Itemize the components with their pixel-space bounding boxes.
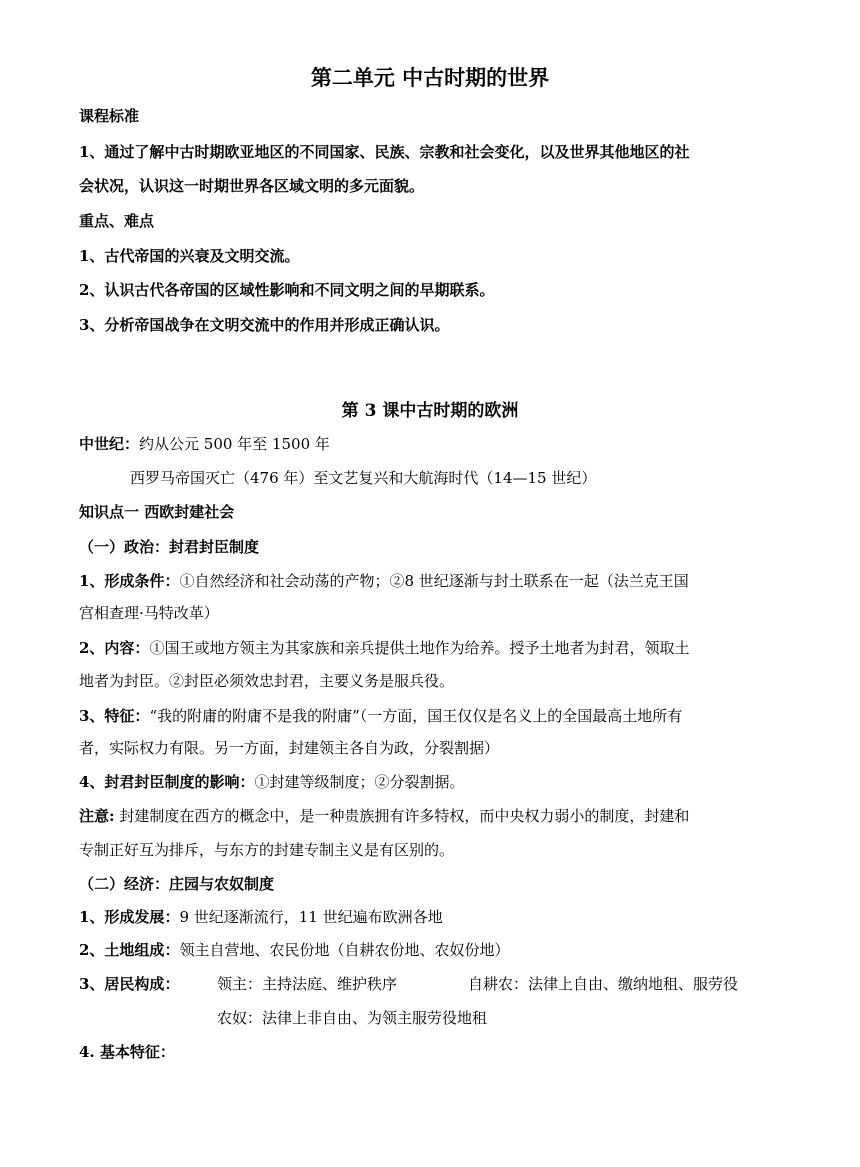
- politics-item-1-label: 1、形成条件：: [79, 572, 180, 590]
- politics-item-3-label: 3、特征：: [79, 707, 150, 725]
- economy-item-1: [79, 906, 785, 928]
- focus-item-3: 3、分析帝国战争在文明交流中的作用并形成正确认识。: [79, 316, 450, 334]
- focus-heading: 重点、难点: [79, 212, 155, 230]
- economy-item-2-text: 领主自营地、农民份地（自耕农份地、农奴份地）: [179, 941, 510, 959]
- politics-item-2-text: ①国王或地方领主为其家族和亲兵提供土地作为给养。授予土地者为封君，领取土: [149, 639, 690, 657]
- economy-item-1-label: 1、形成发展：: [79, 908, 180, 926]
- middle-ages-label: 中世纪：: [79, 435, 140, 453]
- politics-item-2-cont: 地者为封臣。②封臣必须效忠封君，主要义务是服兵役。: [79, 672, 455, 690]
- economy-item-3-label: 3、居民构成：: [79, 975, 180, 993]
- note-text: 封建制度在西方的概念中，是一种贵族拥有许多特权，而中央权力弱小的制度，封建和: [114, 807, 690, 825]
- freeholder-desc: 自耕农：法律上自由、缴纳地租、服劳役: [468, 975, 739, 993]
- politics-item-1-text: ①自然经济和社会动荡的产物；②8 世纪逐渐与封土联系在一起（法兰克王国: [179, 572, 689, 590]
- lord-desc: 领主：主持法庭、维护秩序: [217, 975, 398, 993]
- economy-item-2: [79, 939, 785, 961]
- economy-item-4: 4. 基本特征：: [79, 1043, 175, 1061]
- unit-title: 第二单元 中古时期的世界: [310, 65, 550, 90]
- politics-item-2: [79, 637, 785, 659]
- middle-ages-text: 约从公元 500 年至 1500 年: [139, 435, 330, 453]
- middle-ages-detail: 西罗马帝国灭亡（476 年）至文艺复兴和大航海时代（14—15 世纪）: [130, 469, 597, 487]
- lesson-title: 第 3 课中古时期的欧洲: [341, 401, 519, 421]
- focus-item-2: 2、认识古代各帝国的区域性影响和不同文明之间的早期联系。: [79, 281, 495, 299]
- middle-ages-line: [79, 433, 785, 455]
- politics-item-4: [79, 771, 785, 793]
- note-cont: 专制正好互为排斥，与东方的封建专制主义是有区别的。: [79, 841, 455, 859]
- politics-item-1: [79, 570, 785, 592]
- politics-item-3-cont: 者，实际权力有限。另一方面，封建领主各自为政，分裂割据）: [79, 739, 500, 757]
- economy-item-2-label: 2、土地组成：: [79, 941, 180, 959]
- note-line: [79, 805, 785, 827]
- economy-item-1-text: 9 世纪逐渐流行，11 世纪遍布欧洲各地: [179, 908, 443, 926]
- politics-item-3: [79, 705, 785, 727]
- standards-item-1-cont: 会状况，认识这一时期世界各区域文明的多元面貌。: [79, 177, 425, 195]
- knowledge-point-1: 知识点一 西欧封建社会: [79, 503, 235, 521]
- focus-item-1: 1、古代帝国的兴衰及文明交流。: [79, 247, 300, 265]
- economy-item-3: [79, 973, 785, 995]
- politics-item-3-text: “我的附庸的附庸不是我的附庸”（一方面，国王仅仅是名义上的全国最高土地所有: [149, 707, 683, 725]
- politics-item-4-text: ①封建等级制度；②分裂割据。: [254, 773, 465, 791]
- note-label: 注意:: [79, 807, 115, 825]
- standards-heading: 课程标准: [79, 107, 140, 125]
- politics-item-1-cont: 宫相查理·马特改革）: [79, 604, 219, 622]
- politics-item-2-label: 2、内容：: [79, 639, 150, 657]
- politics-item-4-label: 4、封君封臣制度的影响：: [79, 773, 255, 791]
- politics-heading: （一）政治：封君封臣制度: [79, 538, 260, 556]
- serf-desc: 农奴：法律上非自由、为领主服劳役地租: [217, 1009, 488, 1027]
- economy-heading: （二）经济：庄园与农奴制度: [79, 875, 275, 893]
- standards-item-1: 1、通过了解中古时期欧亚地区的不同国家、民族、宗教和社会变化，以及世界其他地区的社: [79, 143, 690, 161]
